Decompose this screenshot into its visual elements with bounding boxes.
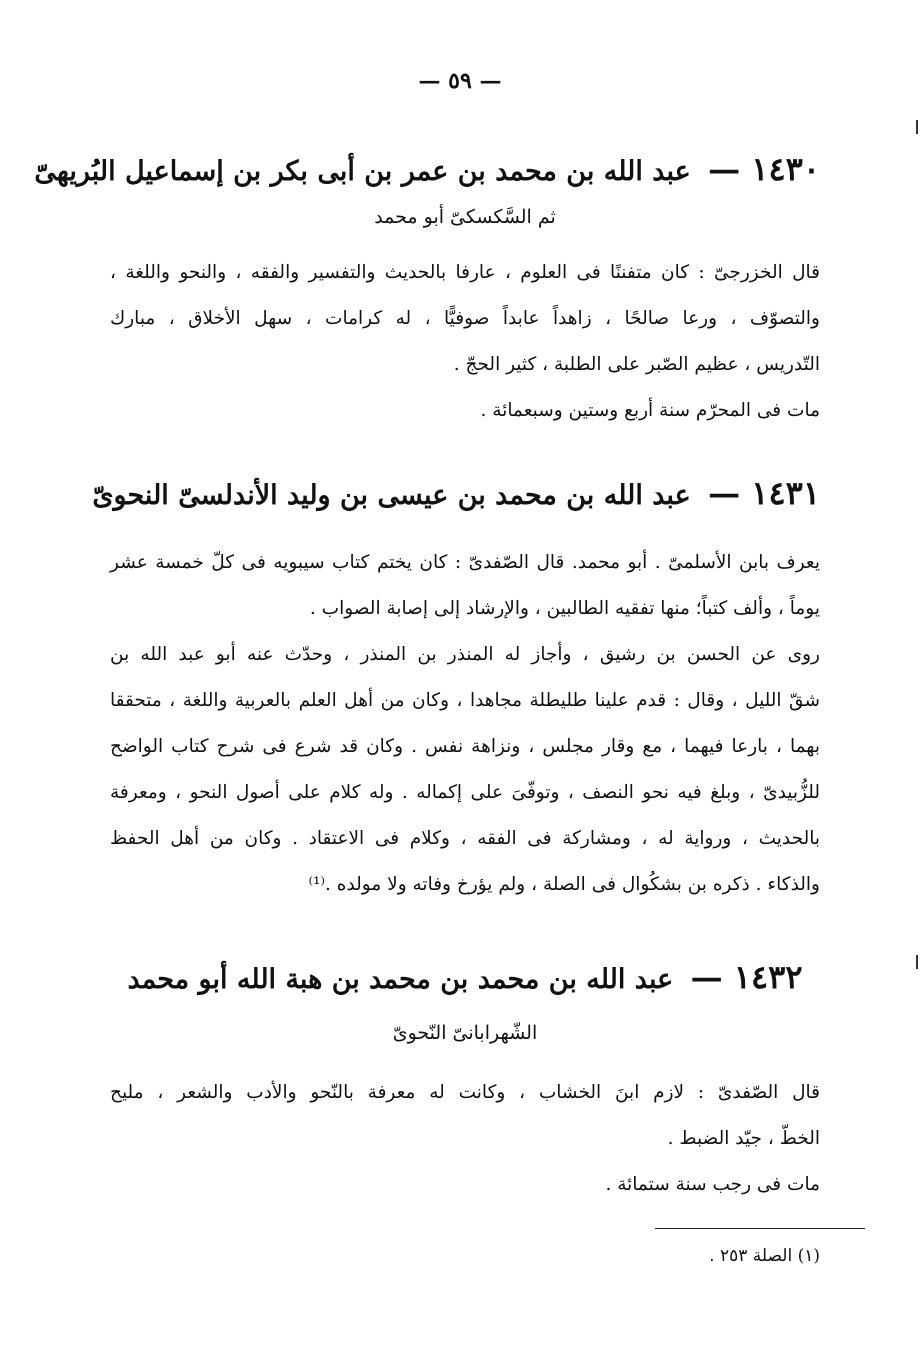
text-line: بهما ، بارعا فيهما ، مع وقار مجلس ، ونزاهة نفس . وكان قد شرع فى شرح كتاب الواضح: [110, 736, 820, 757]
entry-number: ١٤٣١ —: [708, 474, 820, 512]
entry-title: عبد الله بن محمد بن عيسى بن وليد الأندلسىّ النحوىّ: [92, 480, 691, 511]
entry-heading: [110, 958, 820, 996]
text-line: قال الصّفدىّ : لازم ابنَ الخشاب ، وكانت له معرفة بالنّحو والأدب والشعر ، مليح: [110, 1082, 820, 1103]
entry-number: ١٤٣٢ —: [690, 958, 803, 996]
entry-subtitle: الشّهرابانىّ النّحوىّ: [392, 1022, 538, 1044]
text-line: بالحديث ، ورواية له ، ومشاركة فى الفقه ، وكلام فى الاعتقاد . وكان من أهل الحفظ: [110, 828, 820, 849]
entry-body: [110, 250, 820, 434]
death-line: مات فى المحرّم سنة أربع وستين وسبعمائة .: [480, 400, 820, 421]
text-line: والذكاء . ذكره بن بشكُوال فى الصلة ، ولم يؤرخ وفاته ولا مولده .⁽¹⁾: [308, 874, 820, 895]
text-line: التّدريس ، عظيم الصّبر على الطلبة ، كثير الحجّ .: [453, 354, 820, 375]
text-line: قال الخزرجىّ : كان متفننًا فى العلوم ، عارفا بالحديث والتفسير والفقه ، والنحو واللغة ،: [110, 262, 820, 283]
entry-body: [110, 540, 820, 908]
entry-subheading: [110, 1022, 820, 1044]
entry-title: عبد الله بن محمد بن محمد بن هبة الله أبو محمد: [127, 964, 674, 995]
entry-heading: [92, 474, 820, 512]
text-line: روى عن الحسن بن رشيق ، وأجاز له المنذر بن المنذر ، وحدّث عنه أبو عبد الله بن: [110, 644, 820, 665]
text-line: والتصوّف ، ورعا صالحًا ، زاهداً عابداً صوفيًّا ، له كرامات ، سهل الأخلاق ، مبارك: [110, 308, 820, 329]
scan-edge-mark: [916, 955, 918, 969]
page-number: — ٥٩ —: [418, 68, 502, 94]
scan-edge-mark: [916, 120, 918, 134]
footnote-divider: [655, 1228, 865, 1229]
entry-body: [110, 1070, 820, 1208]
entry-title: عبد الله بن محمد بن عمر بن أبى بكر بن إسماعيل البُريهىّ: [34, 156, 691, 187]
text-line: يوماً ، وألف كتباً؛ منها تفقيه الطالبين ، والإرشاد إلى إصابة الصواب .: [309, 598, 820, 619]
text-line: يعرف بابن الأسلمىّ . أبو محمد. قال الصّفدىّ : كان يختم كتاب سيبويه فى كلّ خمسة عشر: [110, 552, 820, 573]
entry-subheading: [110, 206, 820, 228]
text-line: الخطّ ، جيّد الضبط .: [667, 1128, 820, 1149]
footnote: (١) الصلة ٢٥٣ .: [709, 1246, 820, 1266]
text-line: للزُّبيدىّ ، وبلغ فيه نحو النصف ، وتوفّىَ على إكماله . وله كلام على أصول النحو ، ومعرفة: [110, 782, 820, 803]
text-line: شقّ الليل ، وقال : قدم علينا طليطلة مجاهدا ، وكان من أهل العلم بالعربية واللغة ، متحققا: [110, 690, 820, 711]
entry-subtitle: ثم السَّكسكىّ أبو محمد: [374, 206, 556, 228]
death-line: مات فى رجب سنة ستمائة .: [605, 1174, 820, 1195]
entry-heading: [34, 150, 820, 188]
entry-number: ١٤٣٠ —: [708, 150, 820, 188]
